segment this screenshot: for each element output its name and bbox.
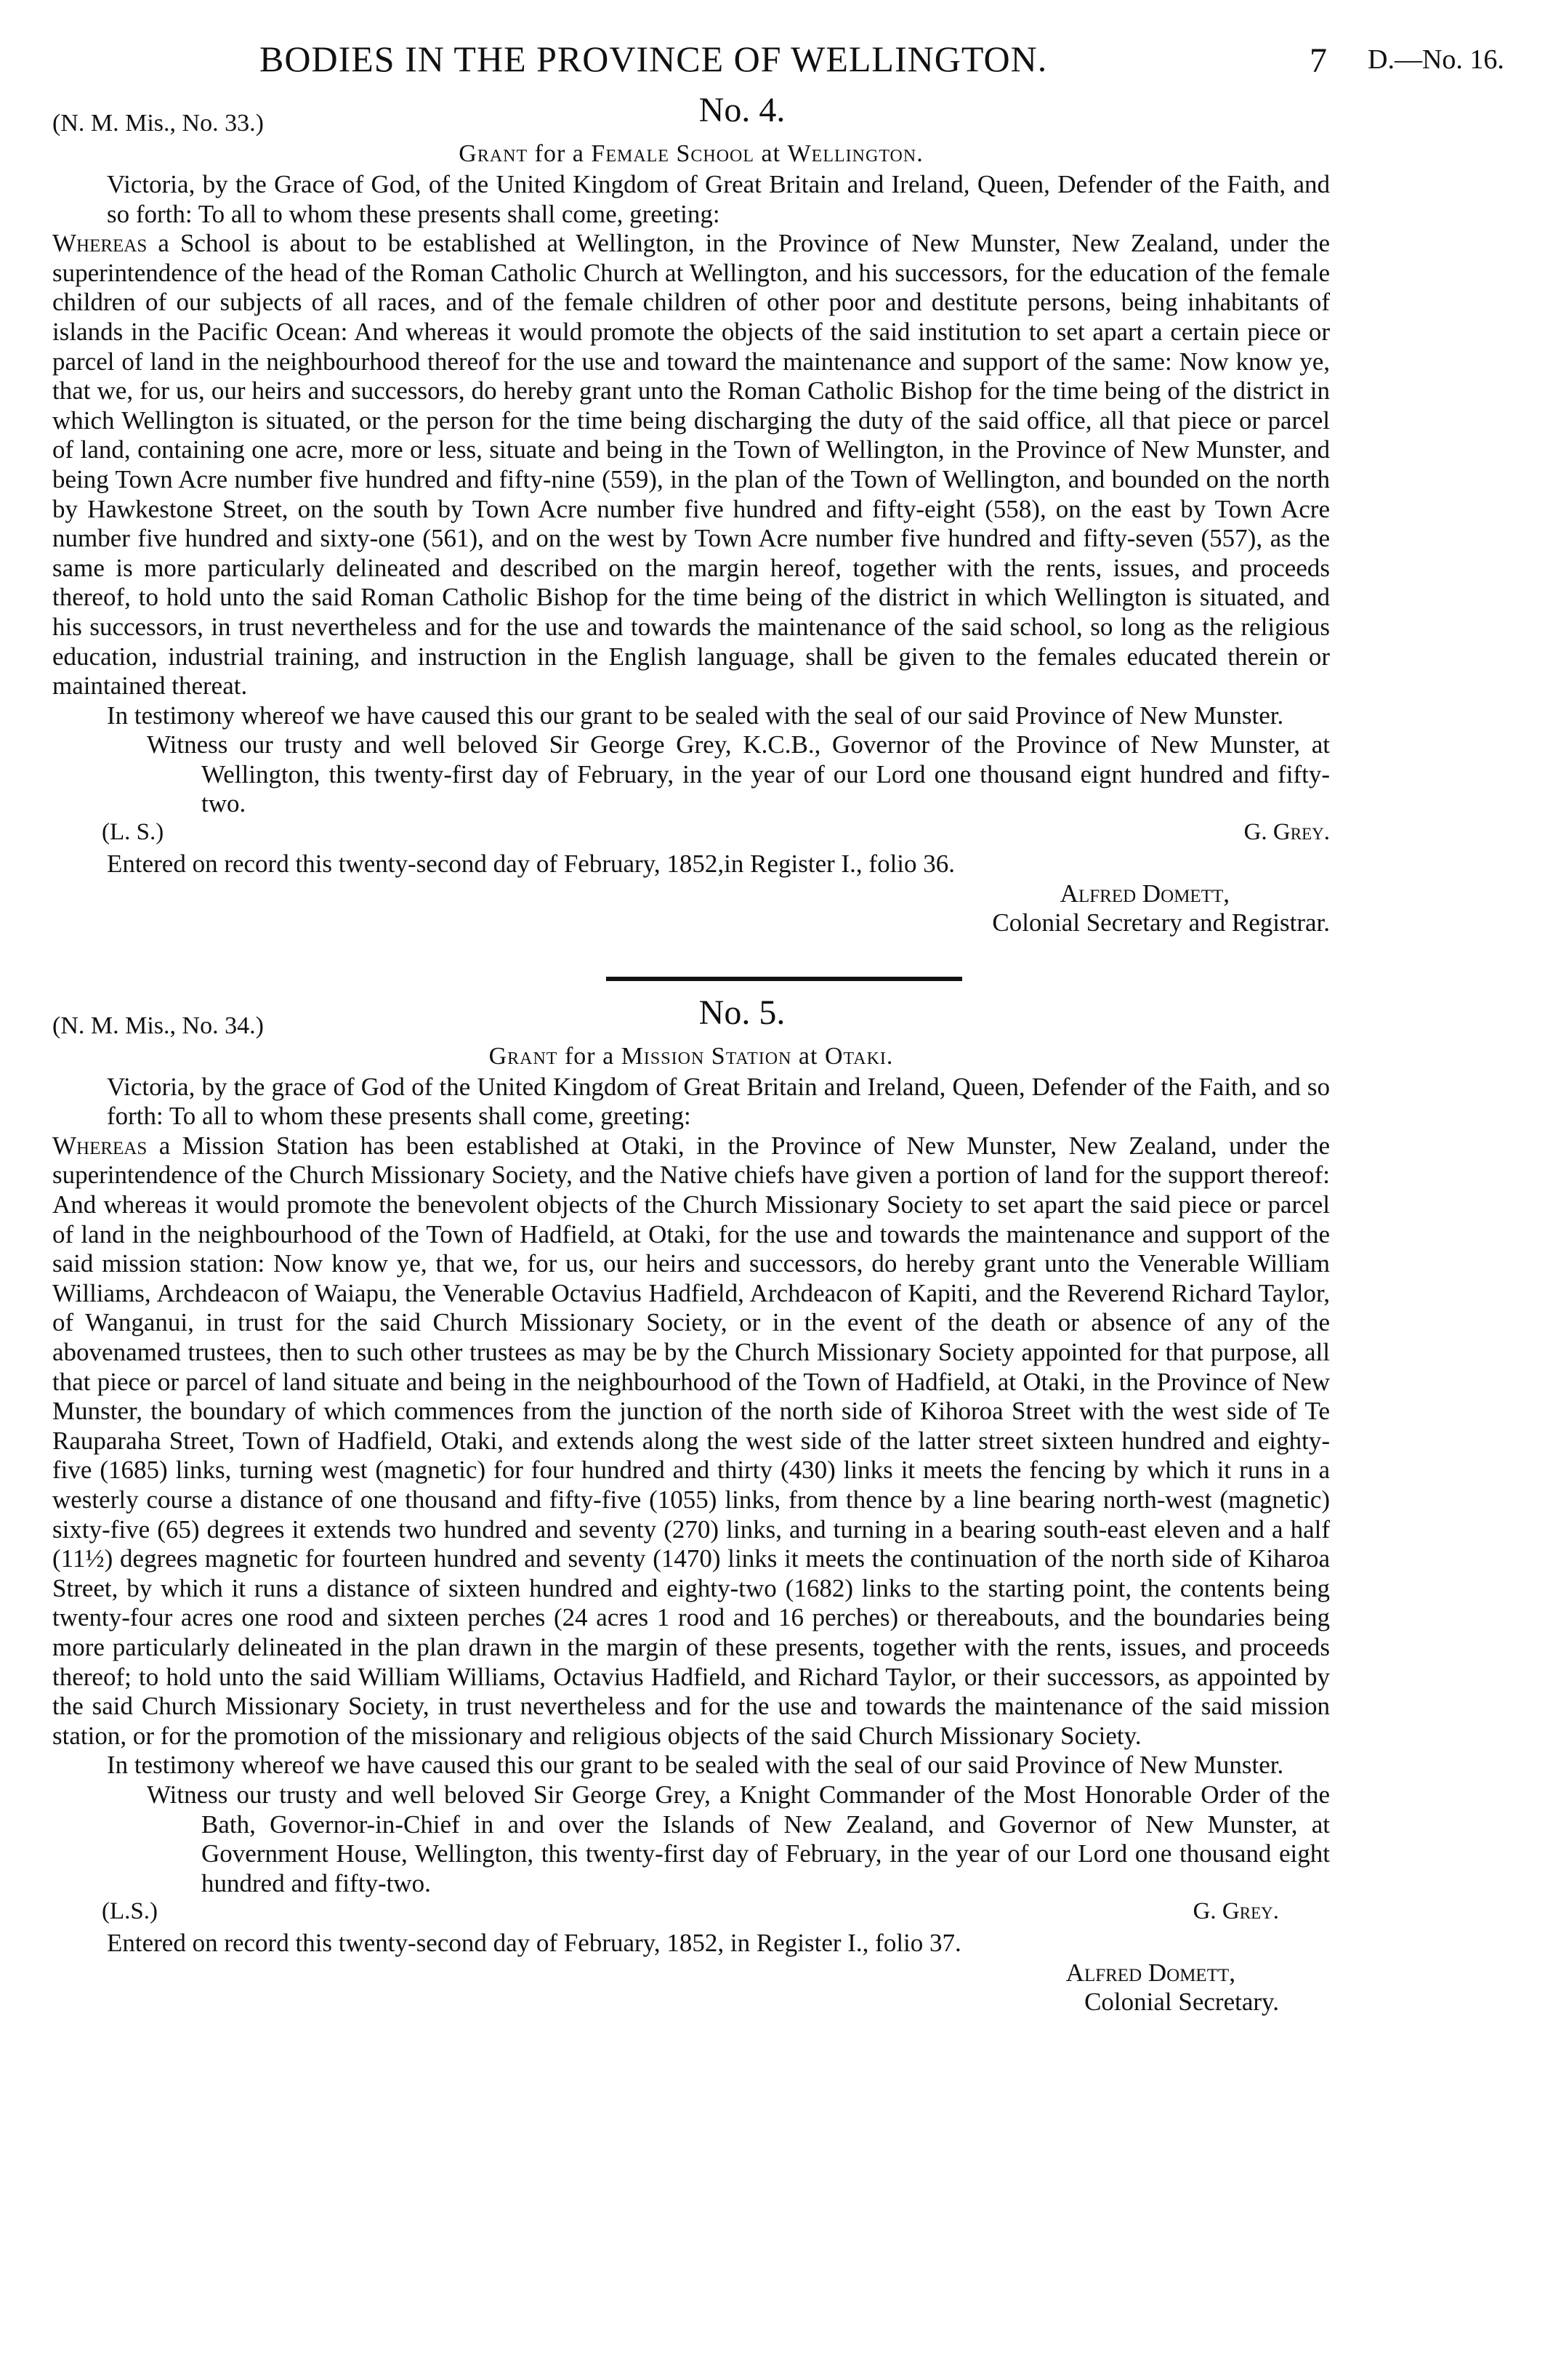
grant-heading: Grant for a Mission Station at Otaki. [488,1042,894,1070]
secretary-name: Alfred Domett, [1065,1958,1235,1987]
section-no-4 [52,90,1330,937]
entered-record: Entered on record this twenty-second day of February, 1852, in Register I., folio 37. [107,1929,961,1958]
section-number: No. 5. [698,993,786,1032]
grant-intro: Victoria, by the Grace of God, of the United Kingdom of Great Britain and Ireland, Queen, Defender of the Faith, and so forth: To all to whom these presents shall come, greeting: [107,170,1330,228]
secretary-title: Colonial Secretary and Registrar. [992,908,1330,937]
document-reference: D.—No. 16. [1368,44,1504,75]
signature: G. Grey. [1193,1898,1279,1925]
section-no-5 [52,993,1330,2017]
seal-signature-row [52,1898,1330,1929]
page-number: 7 [1310,41,1327,80]
section-divider [606,977,962,981]
mis-reference: (N. M. Mis., No. 33.) [52,110,264,137]
secretary-name: Alfred Domett, [1060,879,1230,908]
seal-signature-row [52,819,1330,850]
secretary-title: Colonial Secretary. [1084,1987,1279,2016]
witness-clause: Witness our trusty and well beloved Sir George Grey, a Knight Commander of the Most Honorable Order of the Bath, Governor-in-Chief in and over the Islands of New Zealand, and Governor of New Munster, at Government House, Wellington, this twenty-first day of February, in the year of our Lord one thousand eight hundred and fifty-two. [147,1780,1330,1897]
mis-reference: (N. M. Mis., No. 34.) [52,1012,264,1039]
witness-clause: Witness our trusty and well beloved Sir George Grey, K.C.B., Governor of the Province of New Munster, at Wellington, this twenty-first day of February, in the year of our Lord one thousand eignt hundred and fifty-two. [147,730,1330,818]
section-number: No. 4. [698,91,786,129]
grant-intro: Victoria, by the grace of God of the United Kingdom of Great Britain and Ireland, Queen, Defender of the Faith, and so forth: To all to whom these presents shall come, greeting: [107,1072,1330,1131]
header-title: BODIES IN THE PROVINCE OF WELLINGTON. [259,39,1048,79]
testimony-clause: In testimony whereof we have caused this our grant to be sealed with the seal of our said Province of New Munster. [107,1751,1284,1780]
grant-body: Whereas a Mission Station has been established at Otaki, in the Province of New Munster, New Zealand, under the superintendence of the Church Missionary Society, and the Native chiefs have given a portion of land for the support thereof: And whereas it would promote the benevolent objects of the Church Missionary Society to set apart the said piece or parcel of land in the neighbourhood of the Town of Hadfield, at Otaki, for the use and towards the maintenance and support of the said mission station: Now know ye, that we, for us, our heirs and successors, do hereby grant unto the Venerable William Williams, Archdeacon of Waiapu, the Venerable Octavius Hadfield, Archdeacon of Kapiti, and the Reverend Richard Taylor, of Wanganui, in trust for the said Church Missionary Society, or in the event of the death or absence of any of the abovenamed trustees, then to such other trustees as may be by the Church Missionary Society appointed for that purpose, all that piece or parcel of land situate and being in the neighbourhood of the Town of Hadfield, at Otaki, in the Province of New Munster, the boundary of which commences from the junction of the north side of Kihoroa Street with the west side of Te Rauparaha Street, Town of Hadfield, Otaki, and extends along the west side of the latter street sixteen hundred and eighty-five (1685) links, turning west (magnetic) for four hundred and thirty (430) links it meets the fencing by which it runs in a westerly course a distance of one thousand and fifty-five (1055) links, from thence by a line bearing north-west (magnetic) sixty-five (65) degrees it extends two hundred and seventy (270) links, and turning in a bearing south-east eleven and a half (11½) degrees magnetic for fourteen hundred and seventy (1470) links it meets the continuation of the north side of Kiharoa Street, by which it runs a distance of sixteen hundred and eighty-two (1682) links to the starting point, the contents being twenty-four acres one rood and sixteen perches (24 acres 1 rood and 16 perches) or thereabouts, and the boundaries being more particularly delineated in the plan drawn in the margin of these presents, together with the rents, issues, and proceeds thereof; to hold unto the said William Williams, Octavius Hadfield, and Richard Taylor, or their successors, as appointed by the said Church Missionary Society, in trust nevertheless and for the use and towards the maintenance of the said mission station, or for the promotion of the missionary and religious objects of the said Church Missionary Society. [52,1131,1330,1750]
seal-mark: (L.S.) [102,1898,158,1925]
signature: G. Grey. [1243,819,1330,846]
seal-mark: (L. S.) [102,819,164,846]
grant-heading: Grant for a Female School at Wellington. [459,140,924,167]
grant-body: Whereas a School is about to be established at Wellington, in the Province of New Munster, New Zealand, under the superintendence of the head of the Roman Catholic Church at Wellington, and his successors, for the education of the female children of our subjects of all races, and of the female children of other poor and destitute persons, being inhabitants of islands in the Pacific Ocean: And whereas it would promote the objects of the said institution to set apart a certain piece or parcel of land in the neighbourhood thereof for the use and toward the maintenance and support of the same: Now know ye, that we, for us, our heirs and successors, do hereby grant unto the Roman Catholic Bishop for the time being of the district in which Wellington is situated, or the person for the time being discharging the duty of the said office, all that piece or parcel of land, containing one acre, more or less, situate and being in the Town of Wellington, in the Province of New Munster, and being Town Acre number five hundred and fifty-nine (559), in the plan of the Town of Wellington, and bounded on the north by Hawkestone Street, on the south by Town Acre number five hundred and fifty-eight (558), on the east by Town Acre number five hundred and sixty-one (561), and on the west by Town Acre number five hundred and fifty-seven (557), as the same is more particularly delineated and described on the margin hereof, together with the rents, issues, and proceeds thereof, to hold unto the said Roman Catholic Bishop for the time being of the district in which Wellington is situated, and his successors, in trust nevertheless and for the use and towards the maintenance of the said school, so long as the religious education, industrial training, and instruction in the English language, shall be given to the females educated therein or maintained thereat. [52,229,1330,701]
testimony-clause: In testimony whereof we have caused this our grant to be sealed with the seal of our said Province of New Munster. [107,701,1284,730]
entered-record: Entered on record this twenty-second day of February, 1852,in Register I., folio 36. [107,850,956,879]
running-header [52,38,1504,90]
document-page [52,38,1504,2017]
